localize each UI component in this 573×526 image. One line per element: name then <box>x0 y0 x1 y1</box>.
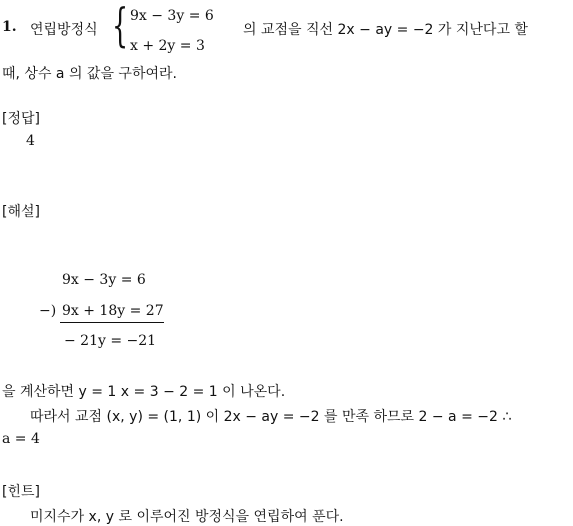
problem-number: 1. <box>2 19 17 35</box>
system-equation-1: 9x − 3y = 6 <box>130 8 214 24</box>
hint-text: 미지수가 x, y 로 이루어진 방정식을 연립하여 푼다. <box>30 509 344 525</box>
problem-stem-line1: 의 교점을 직선 2x − ay = −2 가 지난다고 할 <box>243 22 528 38</box>
solution-text-line3: a = 4 <box>2 431 40 447</box>
solution-text-line1: 을 계산하면 y = 1 x = 3 − 2 = 1 이 나온다. <box>2 384 286 400</box>
problem-lead: 연립방정식 <box>30 22 98 38</box>
system-brace: { <box>112 0 129 52</box>
calc-result: − 21y = −21 <box>64 333 157 349</box>
calc-underline <box>60 322 164 323</box>
problem-stem-line2: 때, 상수 a 의 값을 구하여라. <box>2 66 177 82</box>
calc-line-2: 9x + 18y = 27 <box>62 303 164 319</box>
answer-value: 4 <box>26 133 35 149</box>
calc-line-1: 9x − 3y = 6 <box>62 272 146 288</box>
solution-text-line2: 따라서 교점 (x, y) = (1, 1) 이 2x − ay = −2 를 만족 하므로 2 − a = −2 ∴ <box>30 409 512 425</box>
solution-heading: [해설] <box>2 204 40 220</box>
hint-heading: [힌트] <box>2 484 40 500</box>
answer-heading: [정답] <box>2 111 40 127</box>
system-equation-2: x + 2y = 3 <box>130 38 205 54</box>
calc-minus-sign: −) <box>39 303 57 319</box>
